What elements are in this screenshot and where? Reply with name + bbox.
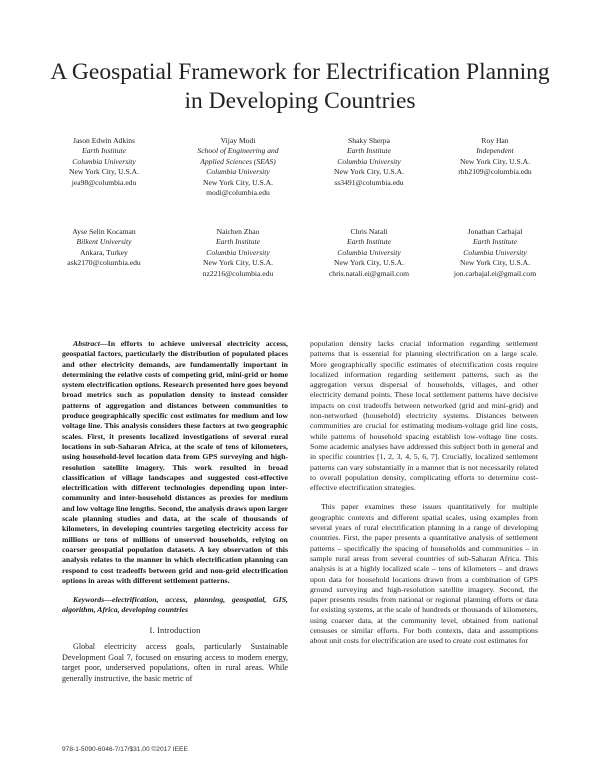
abstract-text: —In efforts to achieve universal electricity access, geospatial factors, particularly the distribution of populated places and other electricity demands, are fundamentally important in determining the relative costs of competing grid, mini-grid or home system electrification options. Research presented here goes beyond broad metrics such as population density to instead consider patterns of aggregation and distances between communities to produce geographically specific cost estimates for medium and low voltage line. This analysis considers these factors at two geographic scales. First, it presents localized investigations of several rural locations in sub-Saharan Africa, at the scale of tens of kilometers, using household-level location data from GPS surveying and high-resolution satellite imagery. This work resulted in broad classification of village landscapes and suggested cost-effective electrification with different technologies depending upon inter-community and inter-household distances as proxies for medium and low voltage line lengths. Second, the analysis draws upon larger scale planning studies and data, at the scale of thousands of kilometers, in developing countries targeting electricity access for millions or tens of millions of unserved households, relying on coarser geospatial population datasets. A key observation of this analysis relates to the manner in which electrification planning can respond to cost tradeoffs between grid and non-grid electrification options in areas with different settlement patterns. [62, 339, 288, 585]
right-column [310, 339, 538, 647]
paper-title-line-1: A Geospatial Framework for Electrification Planning [50, 59, 550, 85]
author-block [34, 227, 174, 269]
keywords-text: —electrification, access, planning, geospatial, GIS, algorithm, Africa, developing countries [62, 595, 288, 615]
author-block [425, 136, 565, 178]
author-email: jea98@columbia.edu [71, 177, 137, 187]
author-block [299, 227, 439, 279]
author-affiliation: Earth Institute [346, 237, 392, 247]
author-block [34, 136, 174, 188]
author-name: Jason Edwin Adkins [72, 136, 136, 145]
author-affiliation: Earth Institute [215, 237, 261, 247]
author-email: chris.natali.ei@gmail.com [328, 268, 410, 278]
author-email: jon.carbajal.ei@gmail.com [453, 268, 537, 278]
author-email: nz2216@columbia.edu [202, 268, 274, 278]
author-name: Roy Han [481, 136, 509, 145]
abstract-label: Abstract [73, 339, 100, 348]
author-location: New York City, U.S.A. [460, 258, 530, 268]
author-email: modi@columbia.edu [206, 188, 270, 198]
paper-title [0, 58, 600, 116]
author-name: Ayse Selin Kocaman [72, 227, 136, 236]
author-block [168, 136, 308, 198]
author-affiliation-2: Applied Sciences (SEAS) [200, 156, 276, 166]
author-location: New York City, U.S.A. [460, 156, 530, 166]
author-location: New York City, U.S.A. [203, 258, 273, 268]
section-heading: I. Introduction [149, 625, 201, 635]
author-affiliation: Independent [476, 146, 514, 156]
author-location: New York City, U.S.A. [69, 167, 139, 177]
keywords-label: Keywords [73, 595, 105, 605]
author-affiliation: Bilkent University [76, 237, 132, 247]
author-location: Ankara, Turkey [80, 247, 128, 257]
author-name: Naichen Zhao [216, 227, 260, 236]
author-block [168, 227, 308, 279]
author-affiliation: Earth Institute [346, 146, 392, 156]
author-email: ask2170@columbia.edu [67, 258, 141, 268]
author-location: New York City, U.S.A. [203, 177, 273, 187]
abstract [62, 339, 288, 586]
author-university: Columbia University [337, 247, 401, 257]
author-block [425, 227, 565, 279]
keywords [62, 595, 288, 616]
author-block [299, 136, 439, 188]
author-university: Columbia University [337, 156, 401, 166]
author-university: Columbia University [206, 247, 270, 257]
body-paragraph: This paper examines these issues quantitatively for multiple geographic contexts and different spatial scales, using examples from several years of rural electrification planning in a range of developing countries. First, the paper presents a quantitative analysis of settlement patterns – specifically the spacing of households and communities – in sample rural areas from several countries of sub-Saharan Africa. This analysis is at a highly localized scale – tens of kilometers – and draws upon data for household locations drawn from a combination of GPS ground surveying and high-resolution satellite imagery. Second, the paper presents results from national or regional planning efforts or data for existing systems, at the scale of hundreds or thousands of kilometers, using coarser data, at the community level, obtained from national censuses or similar efforts. For both contexts, data and assumptions about unit costs for electrification are used to create cost estimates for [310, 502, 538, 646]
author-name: Chris Natali [350, 227, 388, 236]
author-affiliation: Earth Institute [81, 146, 127, 156]
author-name: Vijay Modi [220, 136, 256, 145]
intro-paragraph: Global electricity access goals, particularly Sustainable Development Goal 7, focused on ensuring access to modern energy, target poor, underserved populations, often in rural areas. While generally instructive, the basic metric of [62, 642, 288, 683]
author-location: New York City, U.S.A. [334, 167, 404, 177]
author-location: New York City, U.S.A. [334, 258, 404, 268]
author-university: Columbia University [463, 247, 527, 257]
author-affiliation: Earth Institute [472, 237, 518, 247]
author-university: Columbia University [206, 167, 270, 177]
author-name: Shaky Sherpa [348, 136, 390, 145]
author-email: ss3491@columbia.edu [334, 177, 404, 187]
body-paragraph: population density lacks crucial information regarding settlement patterns that is essential for planning electrification on a large scale. More geographically specific estimates of electrification costs require localized information regarding settlement patterns, such as the aggregation versus dispersal of households, villages, and other electricity demand points. These local settlement patterns have decisive impacts on cost tradeoffs between networked (grid and mini-grid) and non-networked (household) electricity systems. Distances between communities are crucial for estimating medium-voltage grid line costs, while patterns of household spacing establish low-voltage line costs. Some academic analyses have addressed this subject both in general and in specific countries [1, 2, 3, 4, 5, 6, 7]. Crucially, localized settlement patterns can vary substantially in a manner that is not necessarily related to overall population density, complicating efforts to determine cost-effective electrification strategies. [310, 339, 538, 493]
author-affiliation: School of Engineering and [197, 146, 279, 156]
paper-title-line-2: in Developing Countries [184, 88, 416, 114]
copyright-footer: 978-1-5090-6046-7/17/$31.00 ©2017 IEEE [62, 746, 188, 753]
author-email: rhh2109@columbia.edu [458, 167, 532, 177]
author-name: Jonathan Carbajal [467, 227, 523, 236]
author-university: Columbia University [72, 156, 136, 166]
left-column [62, 339, 288, 684]
